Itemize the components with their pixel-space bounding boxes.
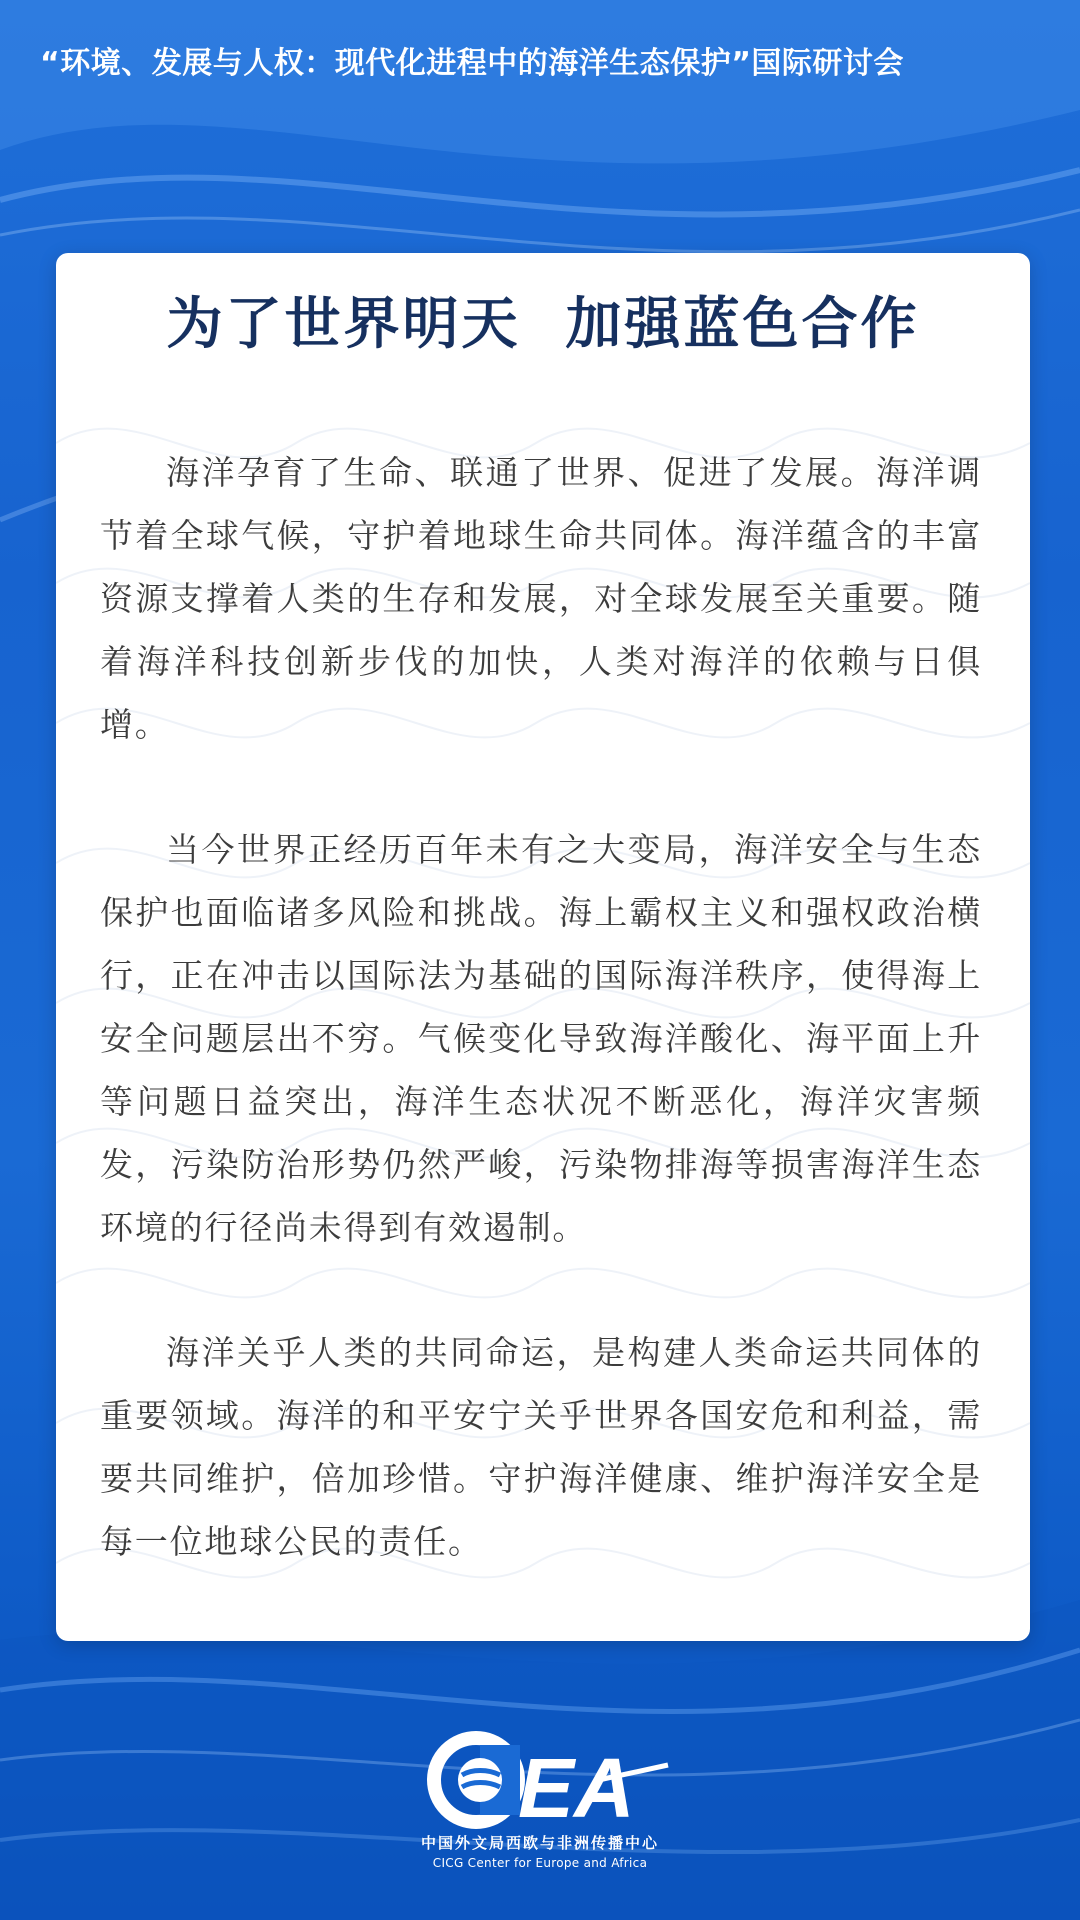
svg-text:EA: EA (518, 1741, 635, 1835)
paragraph-2: 当今世界正经历百年未有之大变局，海洋安全与生态保护也面临诸多风险和挑战。海上霸权主义和强权政治横行，正在冲击以国际法为基础的国际海洋秩序，使得海上安全问题层出不穷。气候变化导致海洋酸化、海平面上升等问题日益突出，海洋生态状况不断恶化，海洋灾害频发，污染防治形势仍然严峻，污染物排海等损害海洋生态环境的行径尚未得到有效遏制。 (100, 830, 982, 1247)
cea-logo-icon (418, 1725, 678, 1835)
article-card (56, 253, 1030, 1641)
org-name-cn: 中国外文局西欧与非洲传播中心 (420, 1834, 659, 1852)
cea-logo (390, 1725, 690, 1895)
paragraph-3: 海洋关乎人类的共同命运，是构建人类命运共同体的重要领域。海洋的和平安宁关乎世界各国安危和利益，需要共同维护，倍加珍惜。守护海洋健康、维护海洋安全是每一位地球公民的责任。 (100, 1333, 982, 1561)
article-title: 为了世界明天 加强蓝色合作 (166, 292, 920, 357)
article-body (100, 441, 982, 1635)
paragraph-1: 海洋孕育了生命、联通了世界、促进了发展。海洋调节着全球气候，守护着地球生命共同体。海洋蕴含的丰富资源支撑着人类的生存和发展，对全球发展至关重要。随着海洋科技创新步伐的加快，人类对海洋的依赖与日俱增。 (100, 453, 982, 744)
org-name-en: CICG Center for Europe and Africa (432, 1856, 648, 1870)
event-title: “环境、发展与人权：现代化进程中的海洋生态保护”国际研讨会 (40, 46, 904, 81)
